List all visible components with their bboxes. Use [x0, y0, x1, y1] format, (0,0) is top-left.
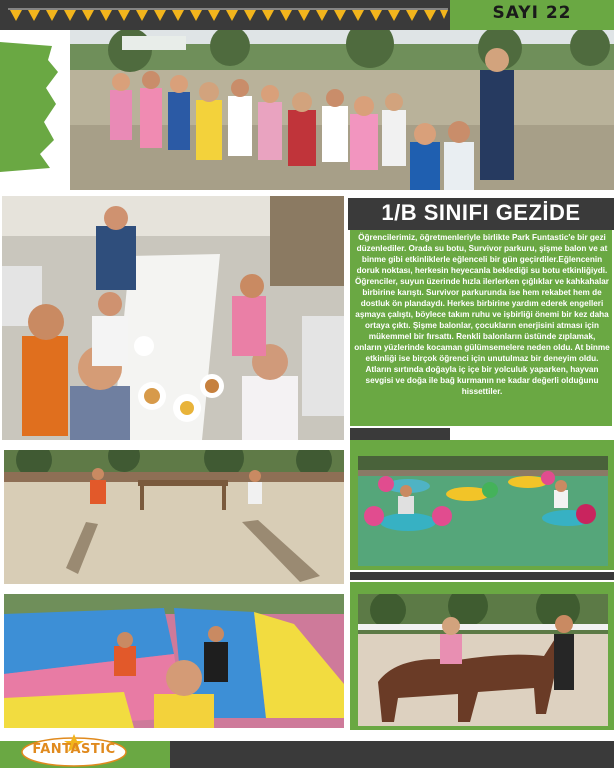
water-boat-photo: [358, 456, 608, 566]
torn-paper-accent: [0, 42, 62, 172]
issue-number: SAYI 22: [492, 3, 572, 23]
horse-riding-photo: [358, 594, 608, 726]
group-photo: [70, 30, 614, 190]
bunting-decoration: [8, 6, 448, 30]
picnic-photo: [2, 196, 344, 440]
logo-wordmark: FANTASTIC: [32, 742, 116, 757]
article-body: Öğrencilerimiz, öğretmenleriyle birlikte Park Funtastic'e bir gezi düzenlediler. Orada su botu, Survivor parkuru, şişme balon ve at binme gibi etkinliklerle eğlenceli bir gün geçirdiler.Eğlencenin doruk noktası, herkesin heyecanla beklediği su botu etkinliğiydi. Öğrenciler, suyun üzerinde hızla ilerlerken çığlıklar ve kahkahalar birbirine karıştı. Survivor parkurunda ise hem rekabet hem de dostluk ön plandaydı. Herkes birbirine yardım ederek engelleri aşmaya çalıştı, böylece takım ruhu ve işbirliği önemi bir kez daha ortaya çıktı. Şişme balonlar, çocukların enerjisini atması için mükemmel bir fırsattı. Renkli balonların üstünde zıplamak, onların yüzlerinde kocaman gülümsemelere neden oldu. At binme etkinliği ise birçok öğrenci için unutulmaz bir deneyim oldu. Atların sırtında doğayla iç içe bir yolculuk yaparken, hayvan sevgisi ve doğa ile bağ kurmanın ne kadar değerli olduğunu hissettiler.: [354, 233, 610, 396]
divider-bar: [350, 572, 614, 580]
inflatable-photo: [4, 594, 344, 728]
survivor-course-photo: [4, 450, 344, 584]
article-title: 1/B SINIFI GEZİDE: [381, 200, 581, 225]
footer-bar: [170, 741, 614, 768]
